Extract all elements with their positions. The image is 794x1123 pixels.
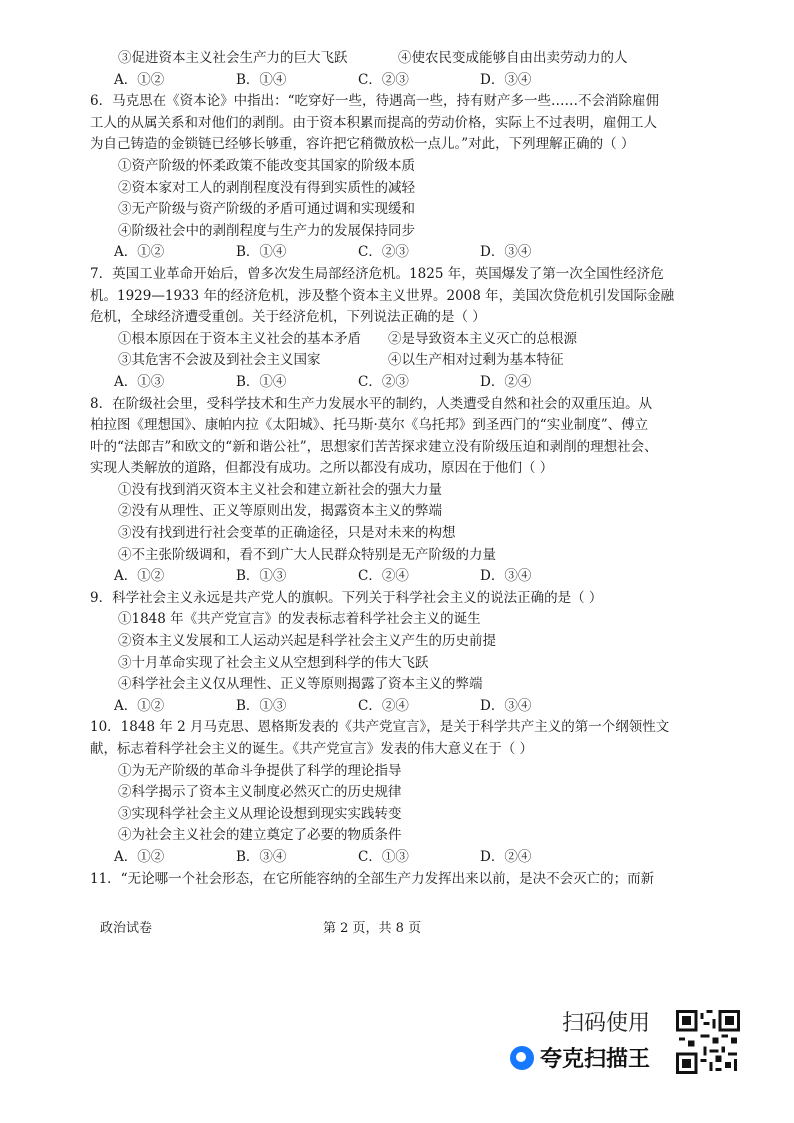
option-b: B．①④ (236, 373, 287, 390)
question-stem: 为自己铸造的金锁链已经够长够重，容许把它稍微放松一点儿。”对此，下列理解正确的（ ） (90, 136, 635, 153)
question-7 (90, 264, 690, 394)
question-stem: 危机，全球经济遭受重创。关于经济危机，下列说法正确的是（ ） (90, 309, 486, 326)
question-stem: 实现人类解放的道路，但都没有成功。之所以都没有成功，原因在于他们（ ） (90, 460, 554, 477)
option-a: A．①② (114, 244, 165, 261)
question-6 (90, 91, 690, 264)
question-stem: 献，标志着科学社会主义的诞生。《共产党宣言》发表的伟大意义在于（ ） (90, 741, 534, 757)
statement: ①1848 年《共产党宣言》的发表标志着科学社会主义的诞生 (118, 611, 481, 628)
option-a: A．①② (114, 848, 165, 865)
question-stem: 6．马克思在《资本论》中指出：“吃穿好一些，待遇高一些，持有财产多一些……不会消除雇佣 (90, 93, 659, 110)
answer-options (90, 696, 690, 718)
option-c: C．②③ (358, 71, 409, 88)
statement: ④以生产相对过剩为基本特征 (388, 352, 564, 369)
option-c: C．②④ (358, 568, 409, 585)
option-b: B．①④ (236, 71, 287, 88)
statement: ③实现科学社会主义从理论设想到现实实践转变 (118, 805, 402, 822)
statement: ③其危害不会波及到社会主义国家 (118, 352, 321, 369)
option-b: B．①③ (236, 568, 287, 585)
option-d: D．②④ (480, 373, 532, 390)
answer-options (90, 70, 690, 92)
option-d: D．③④ (480, 568, 532, 585)
question-5-tail (90, 48, 690, 91)
scanner-watermark (500, 1000, 740, 1080)
statement: ①为无产阶级的革命斗争提供了科学的理论指导 (118, 762, 402, 779)
brand-logo-icon (510, 1046, 534, 1070)
option-b: B．①③ (236, 697, 287, 714)
statement: ④不主张阶级调和，看不到广大人民群众特别是无产阶级的力量 (118, 546, 496, 563)
statement: ①资产阶级的怀柔政策不能改变其国家的阶级本质 (118, 157, 415, 174)
question-stem: 柏拉图《理想国》、康帕内拉《太阳城》、托马斯·莫尔《乌托邦》到圣西门的“实业制度”、傅立 (90, 417, 649, 434)
option-c: C．①③ (358, 848, 409, 865)
question-stem: 10．1848 年 2 月马克思、恩格斯发表的《共产党宣言》，是关于科学共产主义的第一个纲领性文 (90, 719, 670, 736)
option-b: B．③④ (236, 848, 287, 865)
answer-options (90, 242, 690, 264)
option-d: D．③④ (480, 71, 532, 88)
option-a: A．①③ (114, 373, 165, 390)
answer-options (90, 566, 690, 588)
statement: ①根本原因在于资本主义社会的基本矛盾 (118, 330, 361, 347)
question-stem: 机。1929—1933 年的经济危机，涉及整个资本主义世界。2008 年，美国次贷危机引发国际金融 (90, 287, 675, 304)
statement: ②科学揭示了资本主义制度必然灭亡的历史规律 (118, 784, 402, 801)
statement: ③无产阶级与资产阶级的矛盾可通过调和实现缓和 (118, 201, 415, 218)
statement: ④阶级社会中的剥削程度与生产力的发展保持同步 (118, 222, 415, 239)
question-stem: 工人的从属关系和对他们的剥削。由于资本积累而提高的劳动价格，实际上不过表明，雇佣工人 (90, 114, 657, 131)
footer-page-number: 第 2 页，共 8 页 (323, 921, 422, 936)
statement: ②是导致资本主义灭亡的总根源 (388, 330, 577, 347)
option-a: A．①② (114, 568, 165, 585)
question-10 (90, 717, 690, 868)
option-d: D．③④ (480, 697, 532, 714)
option-a: A．①② (114, 697, 165, 714)
option-c: C．②④ (358, 697, 409, 714)
question-11 (90, 869, 690, 891)
statement: ③十月革命实现了社会主义从空想到科学的伟大飞跃 (118, 654, 429, 671)
qr-code-icon[interactable] (676, 1010, 740, 1074)
option-c: C．②③ (358, 373, 409, 390)
question-stem: 9．科学社会主义永远是共产党人的旗帜。下列关于科学社会主义的说法正确的是（ ） (90, 589, 603, 606)
option-d: D．②④ (480, 848, 532, 865)
question-8 (90, 394, 690, 588)
answer-options (90, 372, 690, 394)
question-stem: 11．“无论哪一个社会形态，在它所能容纳的全部生产力发挥出来以前，是决不会灭亡的；而新 (90, 870, 655, 887)
brand-caption: 扫码使用 (561, 1011, 650, 1036)
question-stem: 8．在阶级社会里，受科学技术和生产力发展水平的制约，人类遭受自然和社会的双重压迫。从 (90, 395, 653, 412)
statement: ④使农民变成能够自由出卖劳动力的人 (398, 50, 628, 66)
option-c: C．②③ (358, 244, 409, 261)
statement: ②资本主义发展和工人运动兴起是科学社会主义产生的历史前提 (118, 633, 496, 650)
option-b: B．①④ (236, 244, 287, 261)
footer-subject: 政治试卷 (100, 921, 153, 936)
exam-content (90, 48, 690, 890)
statement: ①没有找到消灭资本主义社会和建立新社会的强大力量 (118, 481, 442, 498)
brand-name: 夸克扫描王 (539, 1047, 650, 1072)
question-9 (90, 588, 690, 718)
statement: ④科学社会主义仅从理性、正义等原则揭露了资本主义的弊端 (118, 676, 483, 693)
option-a: A．①② (114, 71, 165, 88)
statement: ③促进资本主义社会生产力的巨大飞跃 (118, 50, 348, 66)
question-stem: 叶的“法郎吉”和欧文的“新和谐公社”，思想家们苦苦探求建立没有阶级压迫和剥削的理想社会、 (90, 438, 658, 455)
answer-options (90, 847, 690, 869)
statement: ④为社会主义社会的建立奠定了必要的物质条件 (118, 827, 402, 844)
question-stem: 7．英国工业革命开始后，曾多次发生局部经济危机。1825 年，英国爆发了第一次全国性经济危 (90, 265, 664, 282)
statement: ②资本家对工人的剥削程度没有得到实质性的减轻 (118, 179, 415, 196)
statement: ②没有从理性、正义等原则出发，揭露资本主义的弊端 (118, 503, 442, 520)
statement: ③没有找到进行社会变革的正确途径，只是对未来的构想 (118, 525, 456, 542)
brand-name-row (510, 1042, 650, 1073)
option-d: D．③④ (480, 244, 532, 261)
